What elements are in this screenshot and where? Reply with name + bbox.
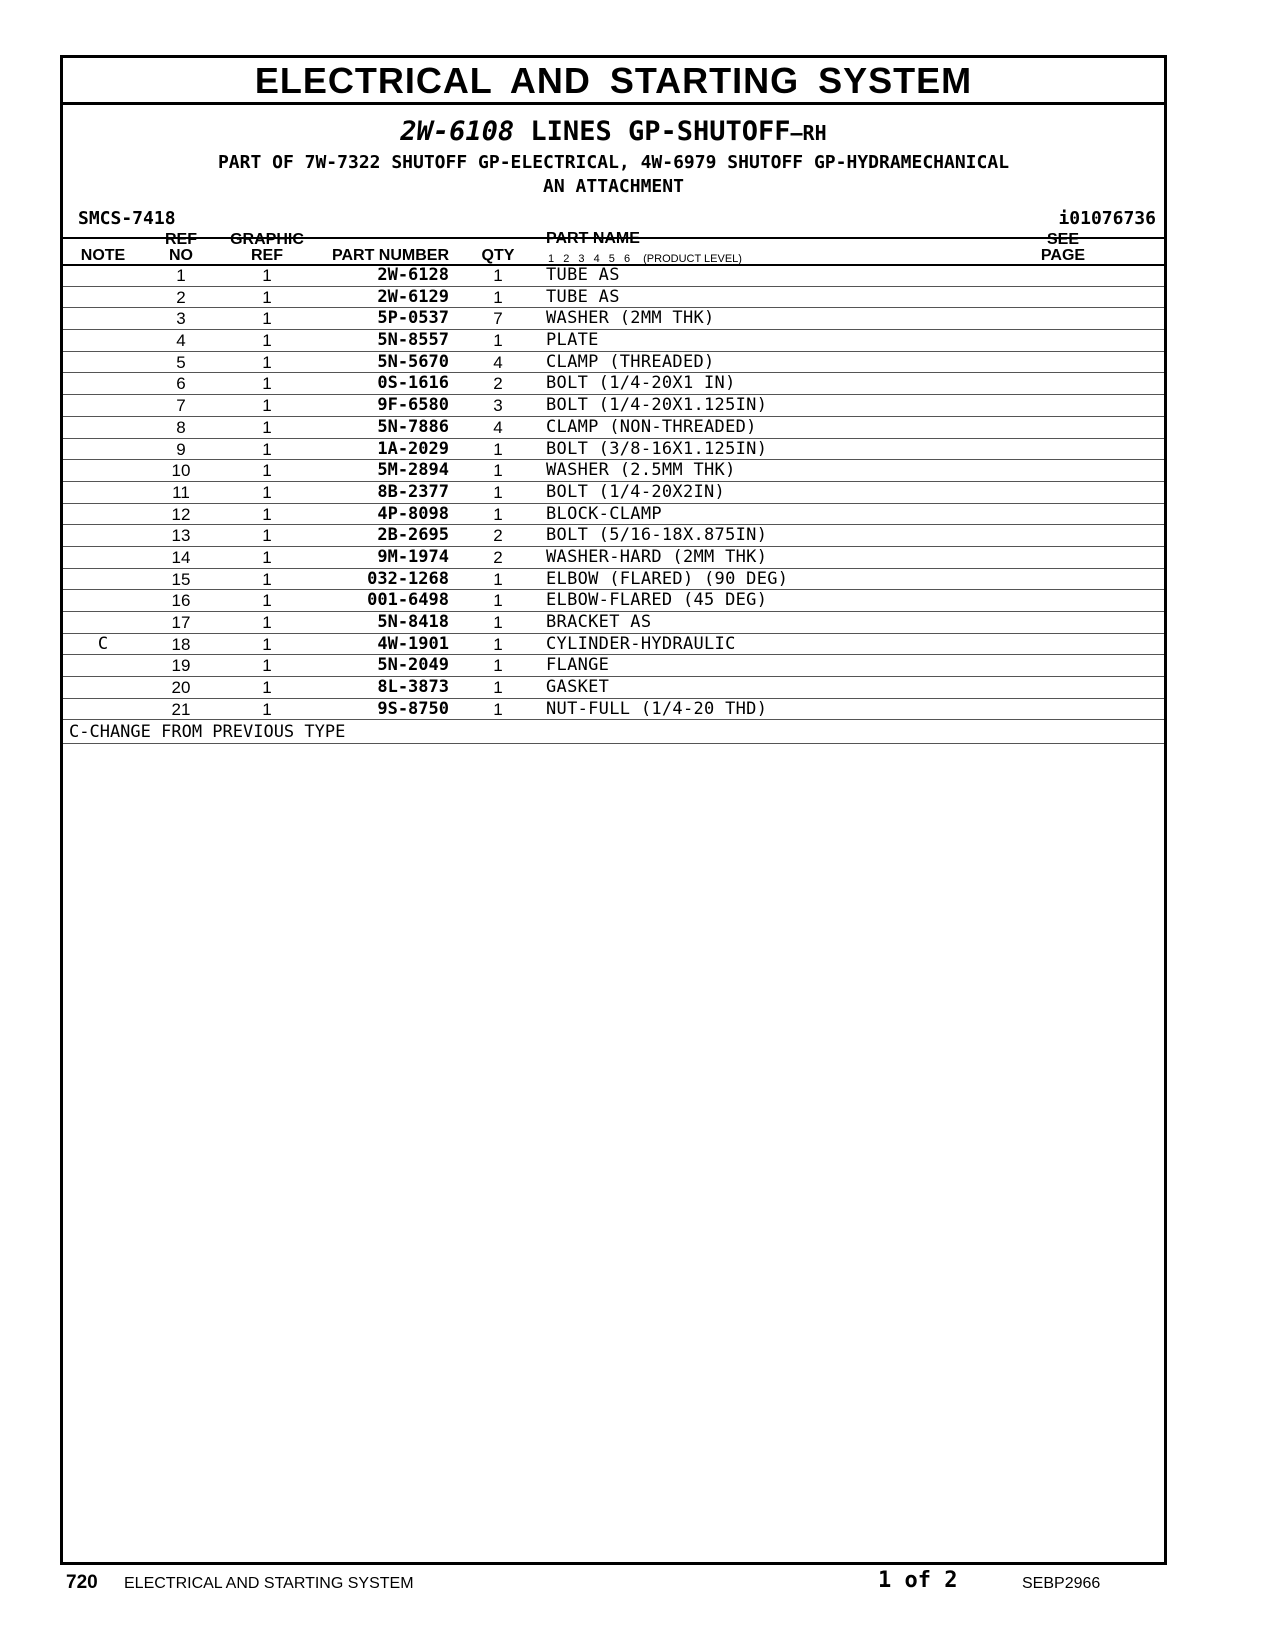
- graphic-ref-cell: 1: [262, 287, 272, 307]
- part-number-cell: 5N-5670: [377, 351, 449, 372]
- group-title: [63, 116, 1164, 147]
- graphic-ref-cell: 1: [262, 699, 272, 719]
- part-number-cell: 9F-6580: [377, 395, 449, 416]
- qty-cell: 2: [493, 374, 503, 394]
- part-of-line-1: PART OF 7W-7322 SHUTOFF GP-ELECTRICAL, 4W-6979 SHUTOFF GP-HYDRAMECHANICAL: [217, 152, 1010, 173]
- ref-no-cell: 5: [176, 352, 186, 372]
- ref-no-cell: 3: [176, 309, 186, 329]
- ref-no-cell: 8: [176, 417, 186, 437]
- ref-no-cell: 16: [171, 591, 191, 611]
- part-name-cell: BOLT (3/8-16X1.125IN): [546, 438, 768, 459]
- col-see-page-header-1: SEE: [1046, 231, 1079, 248]
- graphic-ref-cell: 1: [262, 396, 272, 416]
- note-cell: C: [97, 633, 109, 654]
- footer-document-id: SEBP2966: [1022, 1575, 1101, 1592]
- table-row: [63, 460, 1164, 482]
- product-level-6: 6: [623, 253, 631, 265]
- table-row: [63, 590, 1164, 612]
- part-name-cell: CLAMP (THREADED): [546, 351, 715, 372]
- part-number-cell: 8B-2377: [377, 481, 449, 502]
- col-ref-header-1: REF: [165, 231, 197, 248]
- part-name-cell: CYLINDER-HYDRAULIC: [546, 633, 736, 654]
- product-level-1: 1: [548, 253, 555, 265]
- qty-cell: 1: [493, 634, 503, 654]
- part-number-cell: 9S-8750: [377, 698, 449, 719]
- ref-no-cell: 21: [171, 699, 191, 719]
- footer-section: ELECTRICAL AND STARTING SYSTEM: [124, 1575, 414, 1592]
- col-see-page-header-2: PAGE: [1040, 247, 1086, 264]
- ref-no-cell: 14: [171, 547, 191, 567]
- ref-no-cell: 18: [171, 634, 191, 654]
- product-level-3: 3: [578, 253, 585, 265]
- ref-no-cell: 2: [176, 287, 186, 307]
- ref-no-cell: 10: [171, 461, 191, 481]
- qty-cell: 1: [493, 591, 503, 611]
- part-name-cell: CLAMP (NON-THREADED): [546, 416, 757, 437]
- part-name-cell: TUBE AS: [546, 286, 620, 307]
- qty-cell: 1: [493, 331, 503, 351]
- table-row: [63, 504, 1164, 526]
- graphic-ref-cell: 1: [262, 417, 272, 437]
- part-name-cell: NUT-FULL (1/4-20 THD): [546, 698, 768, 719]
- part-of-line-2: AN ATTACHMENT: [543, 176, 684, 197]
- table-row: [63, 352, 1164, 374]
- col-qty-header: QTY: [481, 247, 515, 264]
- part-name-cell: BOLT (1/4-20X1.125IN): [546, 395, 768, 416]
- smcs-code: SMCS-7418: [78, 208, 176, 229]
- part-number-cell: 001-6498: [367, 590, 449, 611]
- part-number-cell: 5N-7886: [377, 416, 449, 437]
- qty-cell: 2: [493, 547, 503, 567]
- part-name-cell: BOLT (1/4-20X2IN): [546, 481, 726, 502]
- ref-no-cell: 20: [171, 678, 191, 698]
- col-ref-header-2: NO: [169, 247, 193, 264]
- part-number-cell: 8L-3873: [377, 677, 449, 698]
- part-name-cell: PLATE: [546, 330, 599, 351]
- part-name-cell: ELBOW (FLARED) (90 DEG): [546, 568, 789, 589]
- qty-cell: 1: [493, 439, 503, 459]
- table-row: [63, 417, 1164, 439]
- part-number-cell: 5P-0537: [377, 308, 449, 329]
- part-name-cell: WASHER (2.5MM THK): [546, 460, 736, 481]
- part-name-cell: WASHER (2MM THK): [546, 308, 715, 329]
- section-title-bar: [63, 58, 1164, 105]
- part-name-cell: BLOCK-CLAMP: [546, 503, 662, 524]
- graphic-ref-cell: 1: [262, 309, 272, 329]
- part-number-cell: 4W-1901: [377, 633, 449, 654]
- col-graphic-header-2: REF: [251, 247, 283, 264]
- illustration-id: i01076736: [1058, 208, 1156, 229]
- group-name: LINES GP-SHUTOFF: [530, 116, 791, 147]
- parts-table: [63, 265, 1164, 720]
- table-row: [63, 330, 1164, 352]
- product-level-5: 5: [608, 253, 615, 265]
- product-level-2: 2: [563, 253, 570, 265]
- table-row: [63, 699, 1164, 721]
- part-number-cell: 9M-1974: [377, 546, 449, 567]
- ref-no-cell: 17: [171, 613, 191, 632]
- part-number-cell: 0S-1616: [377, 373, 449, 394]
- ref-no-cell: 9: [176, 439, 186, 459]
- graphic-ref-cell: 1: [262, 591, 272, 611]
- graphic-ref-cell: 1: [262, 331, 272, 351]
- col-part-name-header: PART NAME: [546, 230, 640, 247]
- qty-cell: 3: [493, 396, 503, 416]
- graphic-ref-cell: 1: [262, 547, 272, 567]
- product-level-label: (PRODUCT LEVEL): [643, 253, 742, 265]
- graphic-ref-cell: 1: [262, 504, 272, 524]
- part-name-cell: WASHER-HARD (2MM THK): [546, 546, 768, 567]
- qty-cell: 1: [493, 482, 503, 502]
- part-number-cell: 5M-2894: [377, 460, 449, 481]
- graphic-ref-cell: 1: [262, 266, 272, 285]
- qty-cell: 1: [493, 569, 503, 589]
- qty-cell: 4: [493, 352, 503, 372]
- note-legend: C-CHANGE FROM PREVIOUS TYPE: [69, 722, 346, 742]
- table-row: [63, 634, 1164, 656]
- table-row: [63, 395, 1164, 417]
- col-note-header: NOTE: [80, 247, 126, 264]
- part-number-cell: 1A-2029: [377, 438, 449, 459]
- table-row: [63, 265, 1164, 287]
- graphic-ref-cell: 1: [262, 439, 272, 459]
- part-name-cell: FLANGE: [546, 655, 610, 676]
- part-name-cell: TUBE AS: [546, 265, 620, 285]
- part-number-cell: 5N-2049: [377, 655, 449, 676]
- qty-cell: 1: [493, 699, 503, 719]
- table-row: [63, 655, 1164, 677]
- ref-no-cell: 13: [171, 526, 191, 546]
- ref-no-cell: 1: [176, 266, 186, 285]
- table-row: [63, 439, 1164, 461]
- part-name-cell: GASKET: [546, 677, 610, 698]
- graphic-ref-cell: 1: [262, 526, 272, 546]
- ref-no-cell: 12: [171, 504, 191, 524]
- qty-cell: 1: [493, 266, 503, 285]
- product-level-4: 4: [593, 253, 600, 265]
- part-number-cell: 5N-8557: [377, 330, 449, 351]
- page-frame: [60, 55, 1167, 1565]
- ref-no-cell: 7: [176, 396, 186, 416]
- table-row: [63, 569, 1164, 591]
- table-row: [63, 373, 1164, 395]
- footer-page-number: 720: [66, 1572, 98, 1593]
- graphic-ref-cell: 1: [262, 374, 272, 394]
- part-number-cell: 4P-8098: [377, 503, 449, 524]
- group-part-number: 2W-6108: [400, 116, 515, 147]
- table-row: [63, 612, 1164, 634]
- graphic-ref-cell: 1: [262, 634, 272, 654]
- table-row: [63, 525, 1164, 547]
- ref-no-cell: 4: [176, 331, 186, 351]
- col-graphic-header-1: GRAPHIC: [230, 231, 304, 248]
- graphic-ref-cell: 1: [262, 569, 272, 589]
- qty-cell: 1: [493, 504, 503, 524]
- table-row: [63, 547, 1164, 569]
- part-number-cell: 5N-8418: [377, 612, 449, 632]
- part-name-cell: BOLT (1/4-20X1 IN): [546, 373, 736, 394]
- note-legend-row: [63, 722, 1164, 744]
- table-row: [63, 308, 1164, 330]
- ref-no-cell: 19: [171, 656, 191, 676]
- ref-no-cell: 15: [171, 569, 191, 589]
- table-row: [63, 677, 1164, 699]
- ref-no-cell: 6: [176, 374, 186, 394]
- part-number-cell: 032-1268: [367, 568, 449, 589]
- col-part-number-header: PART NUMBER: [331, 247, 449, 264]
- graphic-ref-cell: 1: [262, 656, 272, 676]
- part-number-cell: 2W-6128: [377, 265, 449, 285]
- qty-cell: 1: [493, 678, 503, 698]
- graphic-ref-cell: 1: [262, 352, 272, 372]
- section-title: ELECTRICAL AND STARTING SYSTEM: [254, 60, 973, 101]
- footer-sheet: 1 of 2: [878, 1568, 958, 1593]
- graphic-ref-cell: 1: [262, 678, 272, 698]
- qty-cell: 1: [493, 287, 503, 307]
- part-name-cell: BRACKET AS: [546, 612, 652, 632]
- graphic-ref-cell: 1: [262, 461, 272, 481]
- qty-cell: 2: [493, 526, 503, 546]
- table-row: [63, 482, 1164, 504]
- ref-no-cell: 11: [172, 482, 190, 502]
- group-suffix: —RH: [790, 121, 827, 145]
- graphic-ref-cell: 1: [262, 482, 272, 502]
- qty-cell: 1: [493, 461, 503, 481]
- qty-cell: 7: [493, 309, 503, 329]
- part-name-cell: ELBOW-FLARED (45 DEG): [546, 590, 768, 611]
- qty-cell: 1: [493, 613, 503, 632]
- qty-cell: 1: [493, 656, 503, 676]
- graphic-ref-cell: 1: [262, 613, 272, 632]
- part-name-cell: BOLT (5/16-18X.875IN): [546, 525, 768, 546]
- part-number-cell: 2B-2695: [377, 525, 449, 546]
- part-number-cell: 2W-6129: [377, 286, 449, 307]
- table-row: [63, 287, 1164, 309]
- qty-cell: 4: [493, 417, 503, 437]
